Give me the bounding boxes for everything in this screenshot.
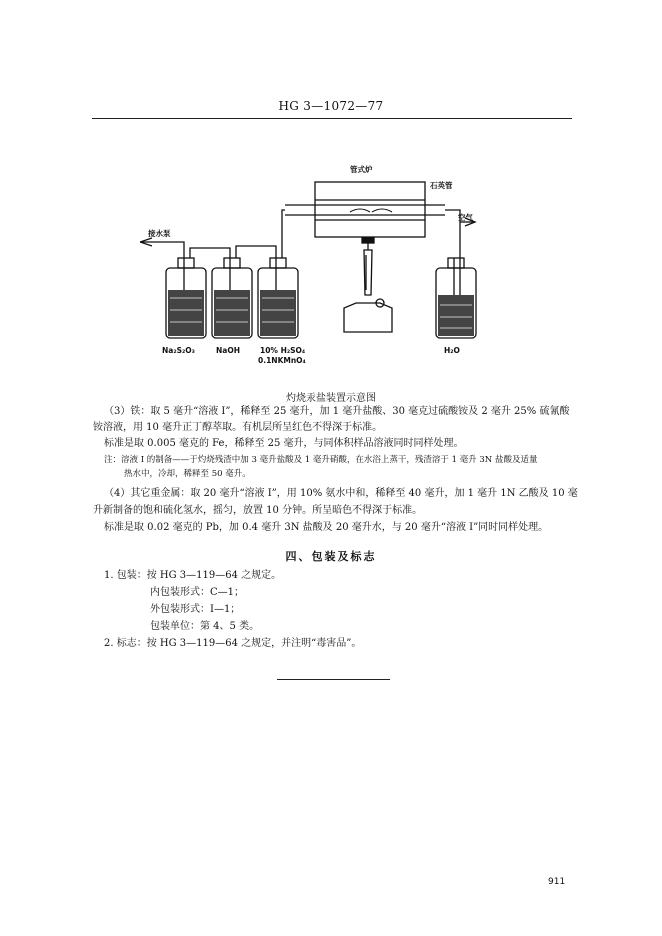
item3-line1: （3）铁：取 5 毫升“溶液 Ⅰ”，稀释至 25 毫升，加 1 毫升盐酸、30 毫克过硫酸铵及 2 毫升 25% 硫氰酸	[104, 406, 570, 417]
document-code-header: HG 3—1072—77	[278, 99, 384, 113]
figure-caption: 灼烧汞盐装置示意图	[286, 393, 376, 404]
packaging-unit-line: 包装单位：第 4、5 类。	[150, 621, 260, 632]
apparatus-diagram	[140, 160, 500, 385]
bottle3-label-line1: 10% H₂SO₄	[260, 346, 306, 355]
note-line1: 注：溶液 Ⅰ 的制备——于灼烧残渣中加 3 毫升盐酸及 1 毫升硝酸，在水浴上蒸干，残渣溶于 1 毫升 3N 盐酸及适量	[104, 455, 538, 465]
marking-line: 2. 标志：按 HG 3—119—64 之规定，并注明“毒害品”。	[104, 638, 362, 649]
furnace-label: 管式炉	[350, 165, 373, 174]
pump-label: 接水泵	[148, 229, 171, 238]
item4-line2: 升新制备的饱和硫化氢水，摇匀，放置 10 分钟。所呈暗色不得深于标准。	[93, 505, 423, 516]
outer-packaging-line: 外包装形式：Ⅰ—1；	[150, 604, 241, 615]
item4-line1: （4）其它重金属：取 20 毫升“溶液 Ⅰ”，用 10% 氨水中和，稀释至 40 毫升，加 1 毫升 1N 乙酸及 10 毫	[104, 488, 578, 499]
item4-line3: 标准是取 0.02 毫克的 Pb，加 0.4 毫升 3N 盐酸及 20 毫升水，与 20 毫升“溶液 Ⅰ”同时同样处理。	[104, 522, 549, 533]
packaging-line: 1. 包装：按 HG 3—119—64 之规定。	[104, 570, 282, 581]
page-number: 911	[548, 877, 566, 887]
bottle4-label: H₂O	[444, 346, 460, 355]
air-label: 空气	[458, 213, 473, 222]
bottle3-label-line2: 0.1NKMnO₄	[258, 356, 306, 365]
quartz-tube-label: 石英管	[430, 181, 453, 190]
item3-line2: 铵溶液，用 10 毫升正丁醇萃取。有机层所呈红色不得深于标准。	[93, 422, 383, 433]
note-line2: 热水中，冷却，稀释至 50 毫升。	[124, 469, 251, 479]
end-rule	[277, 679, 390, 680]
inner-packaging-line: 内包装形式：C—1；	[150, 587, 245, 598]
bottle2-label: NaOH	[216, 346, 240, 355]
section-title: 四、包装及标志	[285, 550, 377, 563]
tube-furnace	[315, 182, 425, 237]
bottle1-label: Na₂S₂O₃	[162, 346, 195, 355]
header-rule	[92, 118, 572, 119]
item3-line3: 标准是取 0.005 毫克的 Fe，稀释至 25 毫升，与同体积样品溶液同时同样处理。	[104, 438, 464, 449]
